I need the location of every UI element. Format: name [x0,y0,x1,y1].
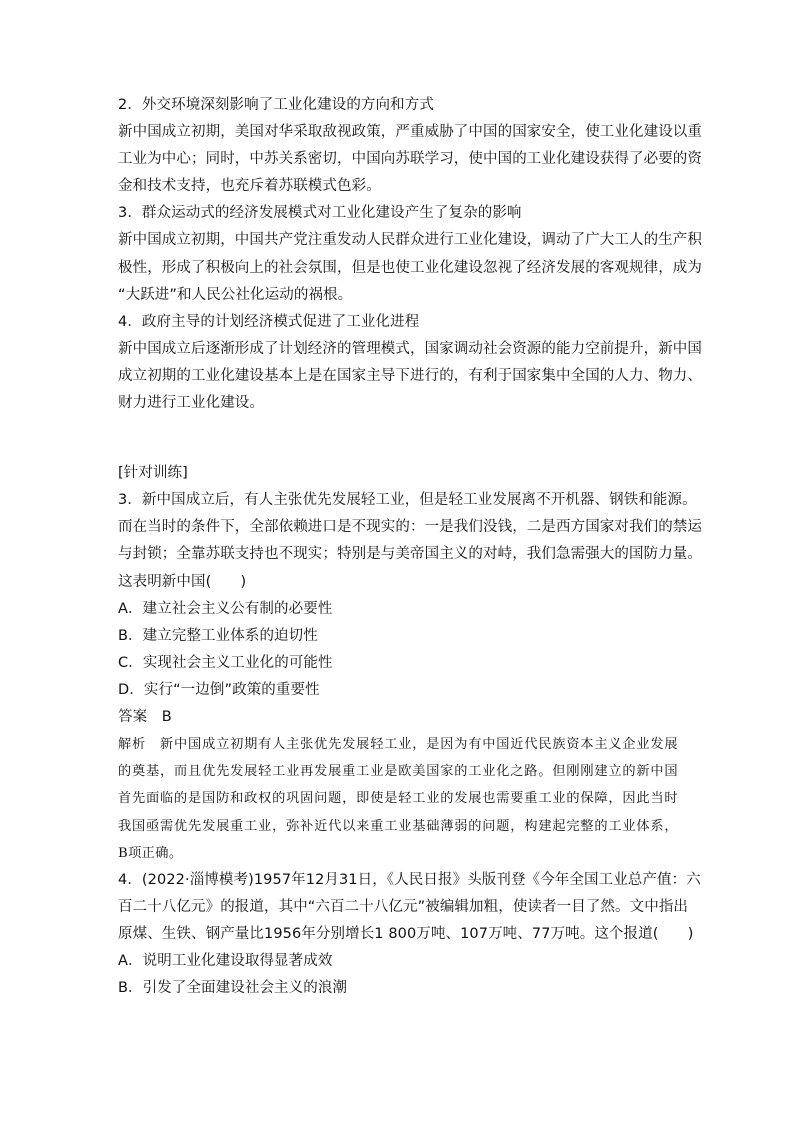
explanation [118,731,678,867]
question-stem-line: 原煤、生铁、钢产量比1956年分别增长1 800万吨、107万吨、77万吨。这个报道( ) [118,926,694,943]
section-4 [118,309,702,417]
option-a: A．说明工业化建设取得显著成效 [118,953,333,970]
question-3 [118,487,702,867]
explanation-line: 我国亟需优先发展重工业，弥补近代以来重工业基础薄弱的问题，构建起完整的工业体系， [118,818,678,834]
question-stem-line: 与封锁；全靠苏联支持也不现实；特别是与美帝国主义的对峙，我们急需强大的国防力量。 [118,546,702,563]
option-b: B．引发了全面建设社会主义的浪潮 [118,980,348,997]
paragraph-line: 工业为中心；同时，中苏关系密切，中国向苏联学习，使中国的工业化建设获得了必要的资 [118,151,702,168]
question-stem-line: 3．新中国成立后，有人主张优先发展轻工业，但是轻工业发展离不开机器、钢铁和能源。 [118,492,697,509]
practice-header: [针对训练] [118,465,188,482]
paragraph-line: 新中国成立初期，中国共产党注重发动人民群众进行工业化建设，调动了广大工人的生产积 [118,232,702,249]
paragraph-line: 财力进行工业化建设。 [118,395,264,412]
question-stem-line: 这表明新中国( ) [118,573,247,590]
explanation-line: 解析 新中国成立初期有人主张优先发展轻工业，是因为有中国近代民族资本主义企业发展 [118,737,678,753]
section-2 [118,92,702,200]
paragraph-line: 成立初期的工业化建设基本上是在国家主导下进行的，有利于国家集中全国的人力、物力、 [118,367,702,384]
document-page [118,92,702,1003]
paragraph-line: 极性，形成了积极向上的社会氛围，但是也使工业化建设忽视了经济发展的客观规律，成为 [118,259,702,276]
paragraph-line: “大跃进”和人民公社化运动的祸根。 [118,286,353,303]
spacer [118,417,678,460]
explanation-line: 的奠基，而且优先发展轻工业再发展重工业是欧美国家的工业化之路。但刚刚建立的新中国 [118,764,678,780]
explanation-line: 首先面临的是国防和政权的巩固问题，即使是轻工业的发展也需要重工业的保障，因此当时 [118,791,678,807]
option-b: B．建立完整工业体系的迫切性 [118,627,318,644]
section-heading: 2．外交环境深刻影响了工业化建设的方向和方式 [118,97,434,113]
option-c: C．实现社会主义工业化的可能性 [118,654,333,671]
paragraph-line: 新中国成立后逐渐形成了计划经济的管理模式，国家调动社会资源的能力空前提升，新中国 [118,340,702,357]
section-3 [118,200,702,308]
question-4 [118,867,701,1002]
paragraph-line: 新中国成立初期，美国对华采取敌视政策，严重威胁了中国的国家安全，使工业化建设以重 [118,124,702,141]
explanation-line: B项正确。 [118,845,183,861]
paragraph-line: 金和技术支持，也充斥着苏联模式色彩。 [118,178,381,195]
question-stem-line: 而在当时的条件下，全部依赖进口是不现实的：一是我们没钱，二是西方国家对我们的禁运 [118,519,702,536]
section-heading: 4．政府主导的计划经济模式促进了工业化进程 [118,313,420,330]
section-heading: 3．群众运动式的经济发展模式对工业化建设产生了复杂的影响 [118,205,522,222]
option-a: A．建立社会主义公有制的必要性 [118,600,333,617]
answer: 答案 B [118,708,172,725]
question-stem-line: 4．(2022·淄博模考)1957年12月31日，《人民日报》头版刊登《今年全国工业总产值：六 [118,872,701,889]
question-stem-line: 百二十八亿元》的报道，其中“六百二十八亿元”被编辑加粗，使读者一目了然。文中指出 [118,899,689,916]
option-d: D．实行“一边倒”政策的重要性 [118,681,320,698]
